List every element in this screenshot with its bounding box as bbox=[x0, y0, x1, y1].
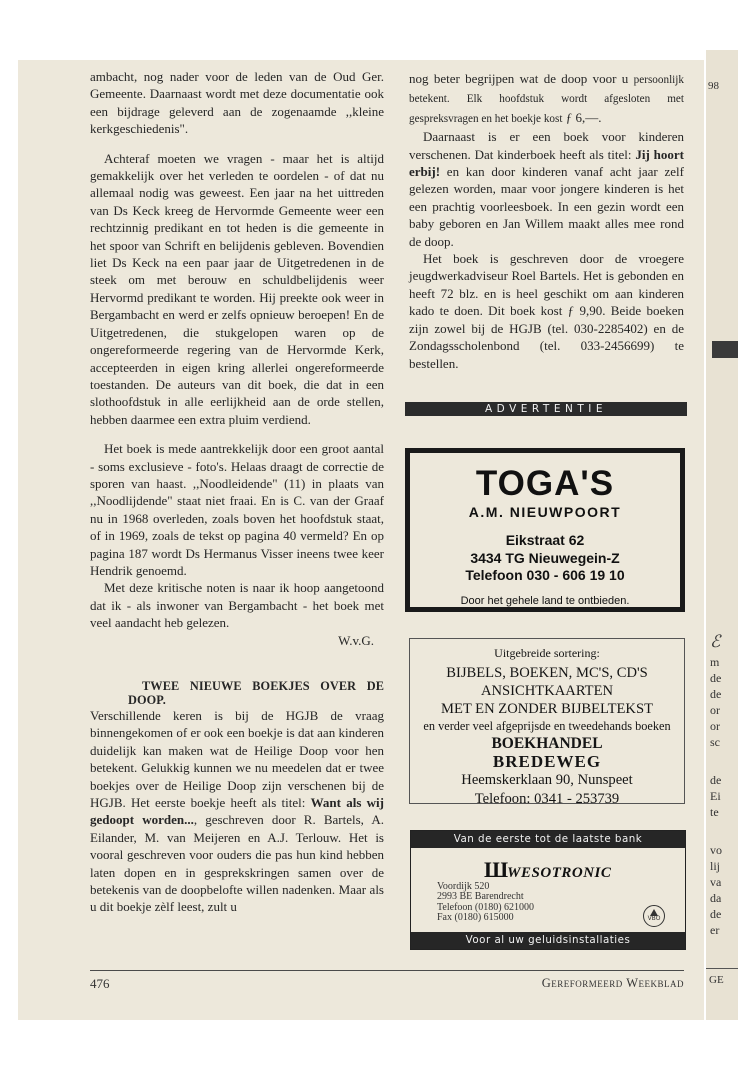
bredeweg-address: Heemskerklaan 90, Nunspeet bbox=[461, 772, 633, 788]
signature: W.v.G. bbox=[338, 632, 374, 648]
paragraph: Het boek is geschreven door de vroegere jeugdwerkadviseur Roel Bartels. Het is gebonden en heeft 72 blz. en is heel geschikt om aan kinderen kado te doen. Dit boek kost ƒ 9,90. Beide boeken zijn zowel bij de HGJB (tel. 030-2285402) en de Zondagsscholenbond (tel. 033-2456699) te bestellen. bbox=[409, 251, 684, 371]
bredeweg-advertisement bbox=[409, 638, 685, 807]
bredeweg-line: en verder veel afgeprijsde en tweedehands boeken bbox=[423, 719, 671, 733]
footer-rule bbox=[90, 970, 684, 971]
wesotronic-address: Voordijk 520 2993 BE Barendrecht Telefoon (0180) 621000 Fax (0180) 615000 bbox=[437, 881, 535, 924]
adjacent-page-text: lij bbox=[710, 859, 721, 873]
toga-phone: Telefoon 030 - 606 19 10 bbox=[465, 567, 625, 583]
paragraph: Verschillende keren is bij de HGJB de vraag binnengekomen of er ook een boekje is dat aan kinderen duidelijk kan maken wat de Heilige Doop voor hen betekent. Gelukkig kunnen we nu meedelen dat er twee boekjes over de Heilige Doop zijn verschenen bij de HGJB. Het eerste boekje heeft als titel: Want als wij gedoopt worden..., geschreven door R. Bartels, A. Eilander, M. van Meijeren en A.J. Terlouw. Het is vooral geschreven voor ouders die pas hun kind hebben laten dopen en in gesprekskringen samen over de betekenis van de doopbelofte willen nadenken. Maar als u dit boekje zèlf leest, zult u bbox=[90, 708, 385, 915]
adjacent-page-text: vo bbox=[710, 843, 722, 857]
adjacent-page-text: va bbox=[710, 875, 722, 889]
paragraph: ambacht, nog nader voor de leden van de Oud Ger. Gemeente. Daarnaast wordt met deze documentatie ook een bijdrage geleverd aan de zogenaamde ,,kleine kerkgeschiedenis". bbox=[90, 69, 384, 137]
toga-tagline: Door het gehele land te ontbieden. bbox=[460, 594, 630, 607]
adjacent-page-number: 98 bbox=[708, 80, 719, 92]
adjacent-page-text: or bbox=[710, 719, 720, 733]
bredeweg-name: BOEKHANDEL bbox=[491, 735, 603, 752]
book-title: Jij hoort erbij! bbox=[409, 146, 684, 180]
left-column bbox=[90, 68, 384, 916]
adjacent-page-footer: GE bbox=[709, 974, 724, 986]
adjacent-page-text: de bbox=[710, 773, 722, 787]
adjacent-page-text: m bbox=[710, 655, 720, 669]
adjacent-page-text: de bbox=[710, 907, 722, 921]
paragraph: nog beter begrijpen wat de doop voor u persoonlijk betekent. Elk hoofdstuk wordt afgesloten met gespreksvragen en het boekje kost ƒ 6,—. bbox=[409, 71, 684, 125]
book-title: Want als wij gedoopt worden... bbox=[90, 795, 385, 828]
adjacent-page-text: Ei bbox=[710, 789, 721, 803]
toga-street: Eikstraat 62 bbox=[505, 532, 585, 548]
adjacent-page-text: de bbox=[710, 687, 722, 701]
vbo-badge-icon: VBO bbox=[643, 905, 665, 927]
paragraph: Het boek is mede aantrekkelijk door een groot aantal - soms exclusieve - foto's. Helaas draagt de correctie de sporen van haast. ,,Noodleidende" (11) in plaats van ,,Noodlijdende" staat niet fraai. En is C. van der Graaf nu in 1968 overleden, zoals boven het hoofdstuk staat, of in 1969, zoals de tekst op pagina 40 vermeld? En op pagina 187 wordt Ds Hermanus Visser ineens twee keer Hendrik genoemd. bbox=[90, 441, 384, 578]
adjacent-page-ornament: ℰ bbox=[710, 632, 721, 651]
wesotronic-logo-text: WESOTRONIC bbox=[507, 865, 612, 881]
wesotronic-bottom-banner: Voor al uw geluidsinstallaties bbox=[411, 932, 685, 949]
bredeweg-phone: Telefoon: 0341 - 253739 bbox=[474, 791, 620, 807]
wesotronic-logo-mark: Ш bbox=[484, 857, 508, 882]
bredeweg-intro: Uitgebreide sortering: bbox=[494, 646, 600, 660]
journal-name: Gereformeerd Weekblad bbox=[541, 976, 684, 990]
adjacent-page-rule bbox=[706, 968, 738, 969]
paragraph: Achteraf moeten we vragen - maar het is altijd gemakkelijk over het verleden te oordelen - of dat nu allemaal nodig was geweest. Een jaar na het uittreden van Ds Keck kreeg de Hervormde Gemeente weer een rechtzinnig predikant en tot heden is die gemeente in het spoor van Schrift en belijdenis gebleven. Bovendien liet Ds Keck na een paar jaar de Uitgetredenen in de steek om met berouw en schuldbelijdenis weer Hervormd predikant te worden. Hij preekte ook weer in Bergambacht en werd er zelfs opnieuw beroepen! En de Uitgetredenen, die stukgelopen waren op de ongereformeerde regering van de Hervormde Kerk, accepteerden in eigen kring allerlei ongereformeerde toestanden. De auteurs van dit boek, die dat in een slothoofdstuk in alle eerlijkheid aan de orde stellen, hebben daarmee een extra pluim verdiend. bbox=[90, 150, 384, 427]
right-column bbox=[409, 70, 684, 372]
adjacent-page-text: te bbox=[710, 805, 719, 819]
paragraph: Met deze kritische noten is naar ik hoop aangetoond dat ik - als inwoner van Bergambacht - het boek met veel aandacht heb gelezen. bbox=[90, 580, 384, 631]
wesotronic-logo bbox=[484, 857, 611, 883]
toga-subtitle: A.M. NIEUWPOORT bbox=[468, 504, 622, 520]
wesotronic-top-banner: Van de eerste tot de laatste bank bbox=[411, 831, 685, 848]
bredeweg-line: MET EN ZONDER BIJBELTEKST bbox=[440, 701, 653, 717]
bredeweg-name: BREDEWEG bbox=[492, 752, 602, 771]
toga-city: 3434 TG Nieuwegein-Z bbox=[470, 549, 620, 566]
advertentie-header: ADVERTENTIE bbox=[405, 402, 687, 416]
adjacent-page-text: or bbox=[710, 703, 720, 717]
toga-advertisement bbox=[405, 448, 685, 612]
page-number: 476 bbox=[90, 976, 110, 991]
toga-name: TOGA'S bbox=[475, 464, 615, 503]
bredeweg-line: ANSICHTKAARTEN bbox=[480, 683, 614, 699]
bredeweg-line: BIJBELS, BOEKEN, MC'S, CD'S bbox=[446, 665, 648, 681]
paragraph: Daarnaast is er een boek voor kinderen verschenen. Dat kinderboek heeft als titel: Jij hoort erbij! en kan door kinderen vanaf acht jaar zelf gelezen worden, maar voor jongere kinderen is het een prachtig voorleesboek. In een gezin wordt een baby geboren en Jan Willem maakt alles mee rond de doop. bbox=[409, 129, 684, 249]
adjacent-page-band bbox=[712, 341, 738, 358]
adjacent-page-text: da bbox=[710, 891, 722, 905]
article-heading: TWEE NIEUWE BOEKJES OVER DE DOOP. bbox=[128, 679, 384, 707]
wesotronic-advertisement bbox=[410, 830, 686, 950]
adjacent-page-text: de bbox=[710, 671, 722, 685]
adjacent-page-edge bbox=[706, 50, 738, 1020]
adjacent-page-text: er bbox=[710, 923, 720, 937]
adjacent-page-text: sc bbox=[710, 735, 720, 749]
